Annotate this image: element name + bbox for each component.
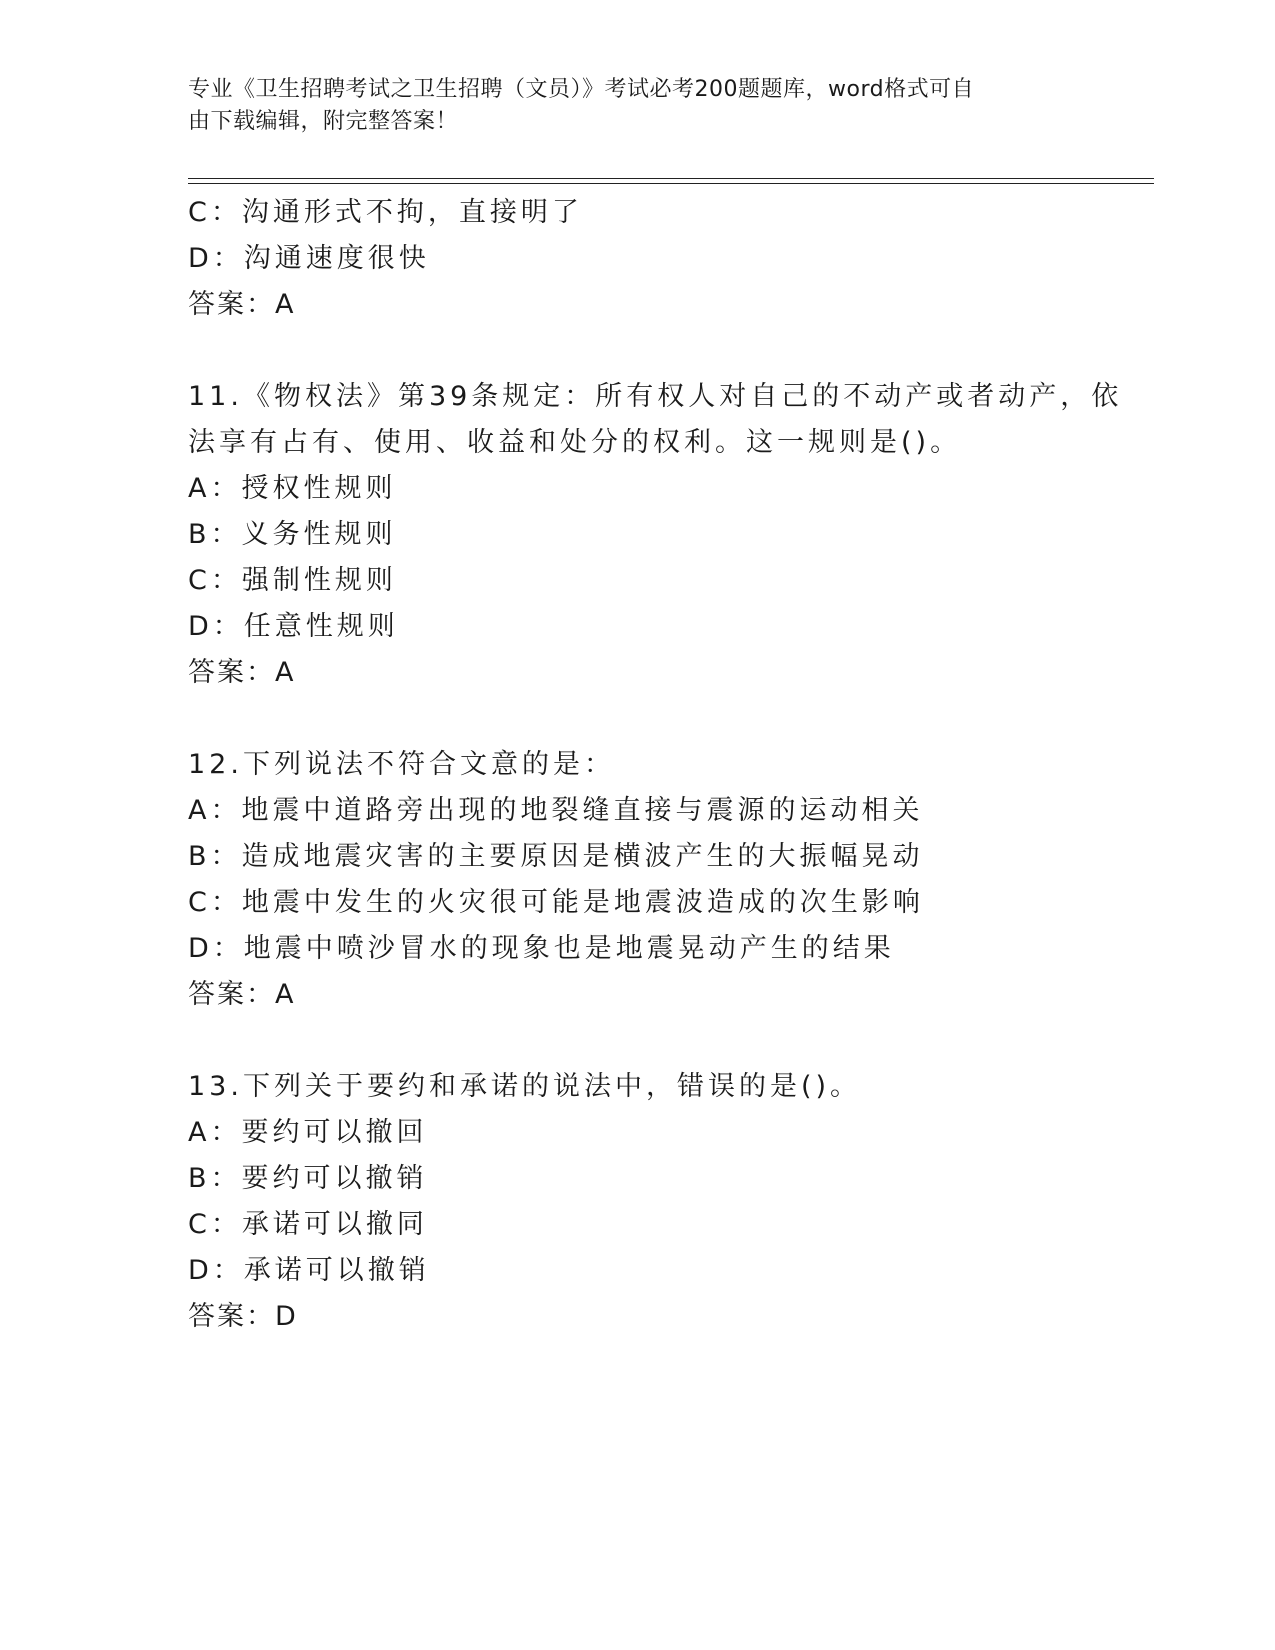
header-line-2: 由下载编辑，附完整答案！ <box>188 109 459 134</box>
spacer <box>188 328 1088 374</box>
question-13 <box>188 1064 1088 1340</box>
option-b: B：义务性规则 <box>188 519 397 550</box>
header-divider-top <box>188 178 1154 179</box>
option-d: D：沟通速度很快 <box>188 243 430 274</box>
question-12 <box>188 742 1088 1018</box>
option-c: C：沟通形式不拘，直接明了 <box>188 197 583 228</box>
question-text: 法享有占有、使用、收益和处分的权利。这一规则是()。 <box>188 427 962 458</box>
option-a: A：授权性规则 <box>188 473 397 504</box>
question-text: 11.《物权法》第39条规定：所有权人对自己的不动产或者动产，依 <box>188 381 1123 412</box>
spacer <box>188 1018 1088 1064</box>
option-b: B：要约可以撤销 <box>188 1163 428 1194</box>
question-content <box>188 190 1123 1340</box>
question-text: 13.下列关于要约和承诺的说法中，错误的是()。 <box>188 1071 862 1102</box>
question-11 <box>188 374 1123 696</box>
option-b: B：造成地震灾害的主要原因是横波产生的大振幅晃动 <box>188 841 924 872</box>
option-c: C：强制性规则 <box>188 565 397 596</box>
option-d: D：地震中喷沙冒水的现象也是地震晃动产生的结果 <box>188 933 895 964</box>
option-a: A：地震中道路旁出现的地裂缝直接与震源的运动相关 <box>188 795 924 826</box>
answer-line: 答案：A <box>188 657 296 688</box>
option-c: C：地震中发生的火灾很可能是地震波造成的次生影响 <box>188 887 924 918</box>
spacer <box>188 696 1088 742</box>
answer-line: 答案：A <box>188 289 296 320</box>
header-divider-bottom <box>188 183 1154 184</box>
option-a: A：要约可以撤回 <box>188 1117 428 1148</box>
header-line-1: 专业《卫生招聘考试之卫生招聘（文员）》考试必考200题题库，word格式可自 <box>188 77 975 102</box>
continued-question <box>188 190 1088 328</box>
option-d: D：任意性规则 <box>188 611 399 642</box>
option-c: C：承诺可以撤同 <box>188 1209 428 1240</box>
question-text: 12.下列说法不符合文意的是： <box>188 749 615 780</box>
document-header <box>188 74 1078 138</box>
answer-line: 答案：D <box>188 1301 298 1332</box>
option-d: D：承诺可以撤销 <box>188 1255 430 1286</box>
answer-line: 答案：A <box>188 979 296 1010</box>
